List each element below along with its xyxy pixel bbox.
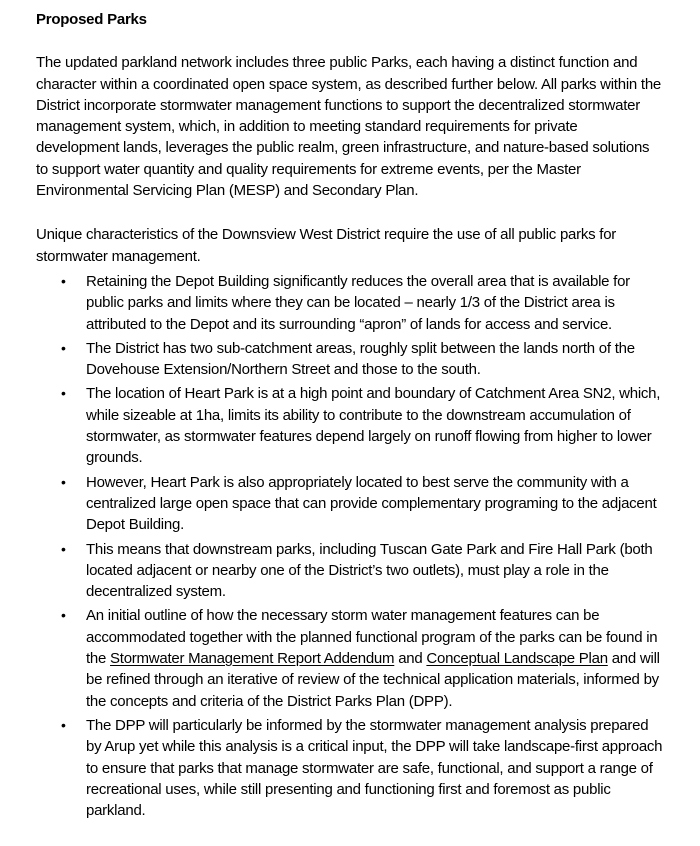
bullet-text — [86, 539, 664, 603]
bullet-text-segment: The location of Heart Park is at a high point and boundary of Catchment Area SN2, which, while sizeable at 1ha, limits its ability to contribute to the downstream accumulation of stormwater, as stormwater features depend largely on runoff flowing from higher to lower grounds. — [86, 385, 661, 467]
bullet-icon: • — [61, 540, 66, 557]
bullet-text — [86, 605, 664, 711]
bullet-text-segment: Retaining the Depot Building significantly reduces the overall area that is available for public parks and limits where they can be located – nearly 1/3 of the District area is attributed to the Depot and its surrounding “apron” of lands for access and service. — [86, 272, 630, 333]
bullet-text — [86, 472, 664, 536]
bullet-text-segment: However, Heart Park is also appropriately located to best serve the community with a centralized large open space that can provide complementary programing to the adjacent Depot Building. — [86, 473, 657, 534]
bullet-text-segment: The DPP will particularly be informed by the stormwater management analysis prepared by Arup yet while this analysis is a critical input, the DPP will take landscape-first approach to ensure that parks that manage stormwater are safe, functional, and support a range of recreational uses, while still presenting and functioning first and foremost as public parkland. — [86, 716, 663, 820]
bullet-text-segment: This means that downstream parks, including Tuscan Gate Park and Fire Hall Park (both located adjacent or nearby one of the District’s two outlets), must play a role in the decentralized system. — [86, 540, 653, 601]
list-item — [36, 472, 664, 536]
bullet-text — [86, 383, 664, 468]
list-item — [36, 338, 664, 381]
list-item — [36, 605, 664, 711]
bullet-icon: • — [61, 272, 66, 289]
bullet-text-segment: The District has two sub-catchment areas, roughly split between the lands north of the Dovehouse Extension/Northern Street and those to the south. — [86, 339, 635, 379]
list-item — [36, 715, 664, 821]
list-item — [36, 539, 664, 603]
bullet-icon: • — [61, 385, 66, 402]
underlined-reference: Conceptual Landscape Plan — [426, 650, 608, 668]
list-item — [36, 271, 664, 335]
bullet-text-segment: An initial outline of how the necessary storm water management features can be accommodated together with the planned functional program of the parks can be found in the — [86, 607, 658, 668]
bullet-list — [36, 271, 664, 821]
characteristics-paragraph: Unique characteristics of the Downsview West District require the use of all public parks for stormwater management. — [36, 226, 617, 265]
bullet-icon: • — [61, 607, 66, 624]
bullet-icon: • — [61, 473, 66, 490]
document-heading: Proposed Parks — [36, 11, 147, 28]
bullet-text-segment: and will be refined through an iterative of review of the technical application materials, informed by the concepts and criteria of the District Parks Plan (DPP). — [86, 650, 660, 710]
intro-paragraph: The updated parkland network includes three public Parks, each having a distinct function and character within a coordinated open space system, as described further below. All parks within the District incorporate stormwater management functions to support the decentralized stormwater management system, which, in addition to meeting standard requirements for private development lands, leverages the public realm, green infrastructure, and nature-based solutions to support water quantity and quality requirements for extreme events, per the Master Environmental Servicing Plan (MESP) and Secondary Plan. — [36, 54, 662, 200]
list-item — [36, 383, 664, 468]
bullet-text — [86, 338, 664, 381]
bullet-text — [86, 715, 664, 821]
bullet-icon: • — [61, 339, 66, 356]
underlined-reference: Stormwater Management Report Addendum — [110, 650, 395, 668]
bullet-text-segment: and — [394, 650, 427, 668]
bullet-icon: • — [61, 716, 66, 733]
bullet-text — [86, 271, 664, 335]
